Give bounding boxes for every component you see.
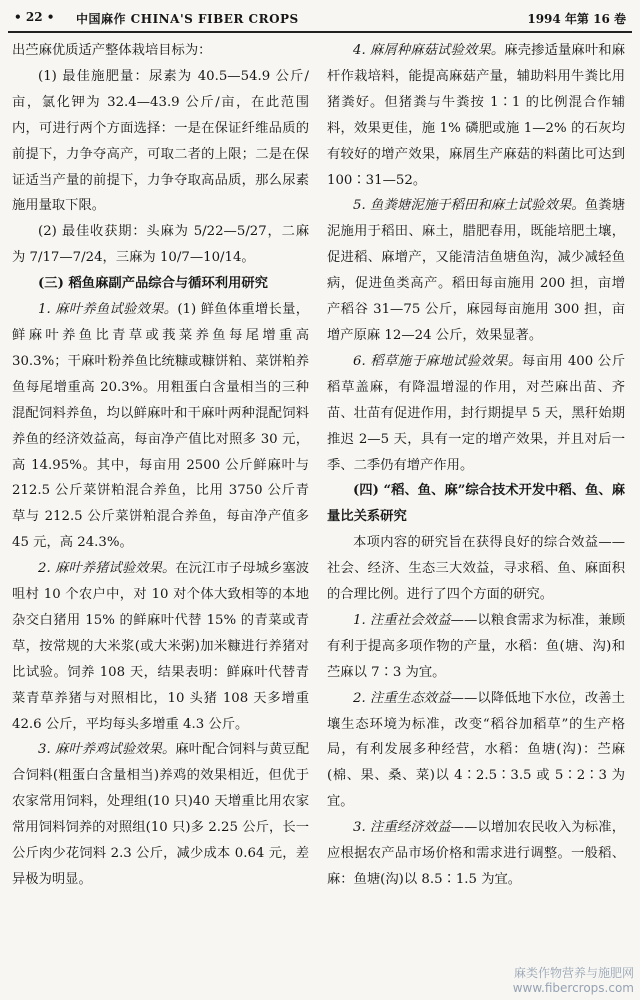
paragraph bbox=[327, 349, 625, 479]
item-body: ——以降低地下水位，改善土壤生态环境为标准，改变“稻谷加稻草”的生产格局，有利发展多种经营，水稻：鱼塘(沟)：苎麻(棉、果、桑、菜)以 4∶2.5∶3.5 或 5∶2∶3 为宜。 bbox=[327, 690, 625, 810]
journal-title: 中国麻作 CHINA'S FIBER CROPS bbox=[76, 12, 299, 26]
paragraph bbox=[327, 686, 625, 816]
watermark-name: 麻类作物营养与施肥网 bbox=[513, 966, 634, 980]
item-title: 3. 注重经济效益 bbox=[353, 820, 451, 836]
item-title: 4. 麻屑种麻菇试验效果。 bbox=[353, 43, 505, 58]
right-column bbox=[327, 38, 625, 1000]
item-body: (1) 鲜鱼体重增长量，鲜麻叶养鱼比青草或莪菜养鱼每尾增重高 30.3%；干麻叶粉养鱼比统糠或糠饼粕、菜饼粕养鱼每尾增重高 20.3%。用粗蛋白含量相当的三种混配饲料养鱼，均以鲜麻叶和干麻叶两种混配饲料养鱼的经济效益高，每亩净产值比对照多 30 元，高 14.95%。其中，每亩用 2500 公斤鲜麻叶与 212.5 公斤菜饼粕混合养鱼，比用 3750 公斤青草与 212.5 公斤菜饼粕混合养鱼，每亩净产值多 45 元，高 24.3%。 bbox=[12, 302, 309, 551]
page-header bbox=[10, 6, 630, 30]
section-heading: (四) “稻、鱼、麻”综合技术开发中稻、鱼、麻量比关系研究 bbox=[327, 483, 625, 525]
item-title: 1. 麻叶养鱼试验效果。 bbox=[38, 302, 178, 318]
paragraph bbox=[12, 297, 309, 556]
item-title: 3. 麻叶养鸡试验效果。 bbox=[38, 742, 176, 758]
paragraph bbox=[327, 608, 625, 686]
paragraph bbox=[12, 556, 309, 737]
paragraph: 本项内容的研究旨在获得良好的综合效益——社会、经济、生态三大效益，寻求稻、鱼、麻面积的合理比例。进行了四个方面的研究。 bbox=[327, 535, 625, 603]
paragraph bbox=[327, 815, 625, 893]
paragraph: (1) 最佳施肥量：尿素为 40.5—54.9 公斤/亩，氯化钾为 32.4—43.9 公斤/亩，在此范围内，可进行两个方面选择：一是在保证纤维品质的前提下，力争夺高产，可取二者的上限；二是在保证适当产量的前提下，力争夺取高品质，那么尿素施用量取下限。 bbox=[12, 68, 309, 214]
paragraph bbox=[327, 38, 625, 193]
item-body: 每亩用 400 公斤稻草盖麻，有降温增湿的作用，对苎麻出苗、齐苗、壮苗有促进作用，封行期提早 5 天，黑秆始期推迟 2—5 天，具有一定的增产效果，并且对后一季、二季仍有增产作用。 bbox=[327, 353, 625, 473]
item-body: ——以增加农民收入为标准，应根据农产品市场价格和需求进行调整。一般稻、麻：鱼塘(沟)以 8.5∶1.5 为宜。 bbox=[327, 820, 625, 887]
item-body: 麻叶配合饲料与黄豆配合饲料(粗蛋白含量相当)养鸡的效果相近，但优于农家常用饲料，处理组(10 只)40 天增重比用农家常用饲料饲养的对照组(10 只)多 2.25 公斤，长一公斤肉少花饲料 2.3 公斤，减少成本 0.64 元，差异极为明显。 bbox=[12, 742, 309, 887]
section-heading: (三) 稻鱼麻副产品综合与循环利用研究 bbox=[38, 276, 268, 292]
watermark-url: www.fibercrops.com bbox=[512, 981, 634, 995]
item-body: 在沅江市子母城乡塞波咀村 10 个农户中，对 10 对个体大致相等的本地杂交白猪用 15% 的鲜麻叶代替 15% 的青菜或青草，按常规的大米浆(或大米粥)加米糠进行养猪对比试验。饲养 108 天，结果表明：鲜麻叶代替青菜青草养猪与对照相比，10 头猪 108 天多增重 42.6 公斤，平均每头多增重 4.3 公斤。 bbox=[12, 561, 309, 732]
item-body: 鱼粪塘泥施用于稻田、麻土，腊肥春用，既能培肥土壤，促进稻、麻增产，又能清洁鱼塘鱼沟，减少减轻鱼病，促进鱼类高产。稻田每亩施用 200 担，亩增产稻谷 31—75 公斤，麻园每亩施用 300 担，亩增产原麻 12—24 公斤，效果显著。 bbox=[327, 198, 625, 343]
paragraph: 出苎麻优质适产整体栽培目标为： bbox=[12, 43, 212, 58]
issue-info: 1994 年第 16 卷 bbox=[527, 12, 626, 26]
item-body: 麻壳掺适量麻叶和麻杆作栽培料，能提高麻菇产量，辅助料用牛粪比用猪粪好。但猪粪与牛粪按 1∶1 的比例混合作辅料，效果更佳，施 1% 磷肥或施 1—2% 的石灰均有较好的增产效果，麻屑生产麻菇的料菌比可达到 100∶31—52。 bbox=[327, 43, 625, 188]
left-column bbox=[12, 38, 309, 1000]
paragraph bbox=[12, 737, 309, 892]
header-rule bbox=[8, 31, 632, 33]
page-number: • 22 • bbox=[14, 10, 55, 24]
item-body: ——以粮食需求为标准，兼顾有利于提高多项作物的产量，水稻：鱼(塘、沟)和苎麻以 7∶3 为宜。 bbox=[327, 612, 625, 680]
item-title: 2. 麻叶养猪试验效果。 bbox=[38, 561, 176, 577]
paragraph: (2) 最佳收获期：头麻为 5/22—5/27，二麻为 7/17—7/24，三麻为 10/7—10/14。 bbox=[12, 224, 309, 266]
item-title: 6. 稻草施于麻地试验效果。 bbox=[353, 353, 522, 369]
paragraph bbox=[327, 193, 625, 348]
item-title: 1. 注重社会效益 bbox=[353, 612, 451, 628]
item-title: 5. 鱼粪塘泥施于稻田和麻土试验效果。 bbox=[353, 198, 585, 214]
watermark bbox=[513, 966, 634, 996]
item-title: 2. 注重生态效益 bbox=[353, 690, 451, 706]
